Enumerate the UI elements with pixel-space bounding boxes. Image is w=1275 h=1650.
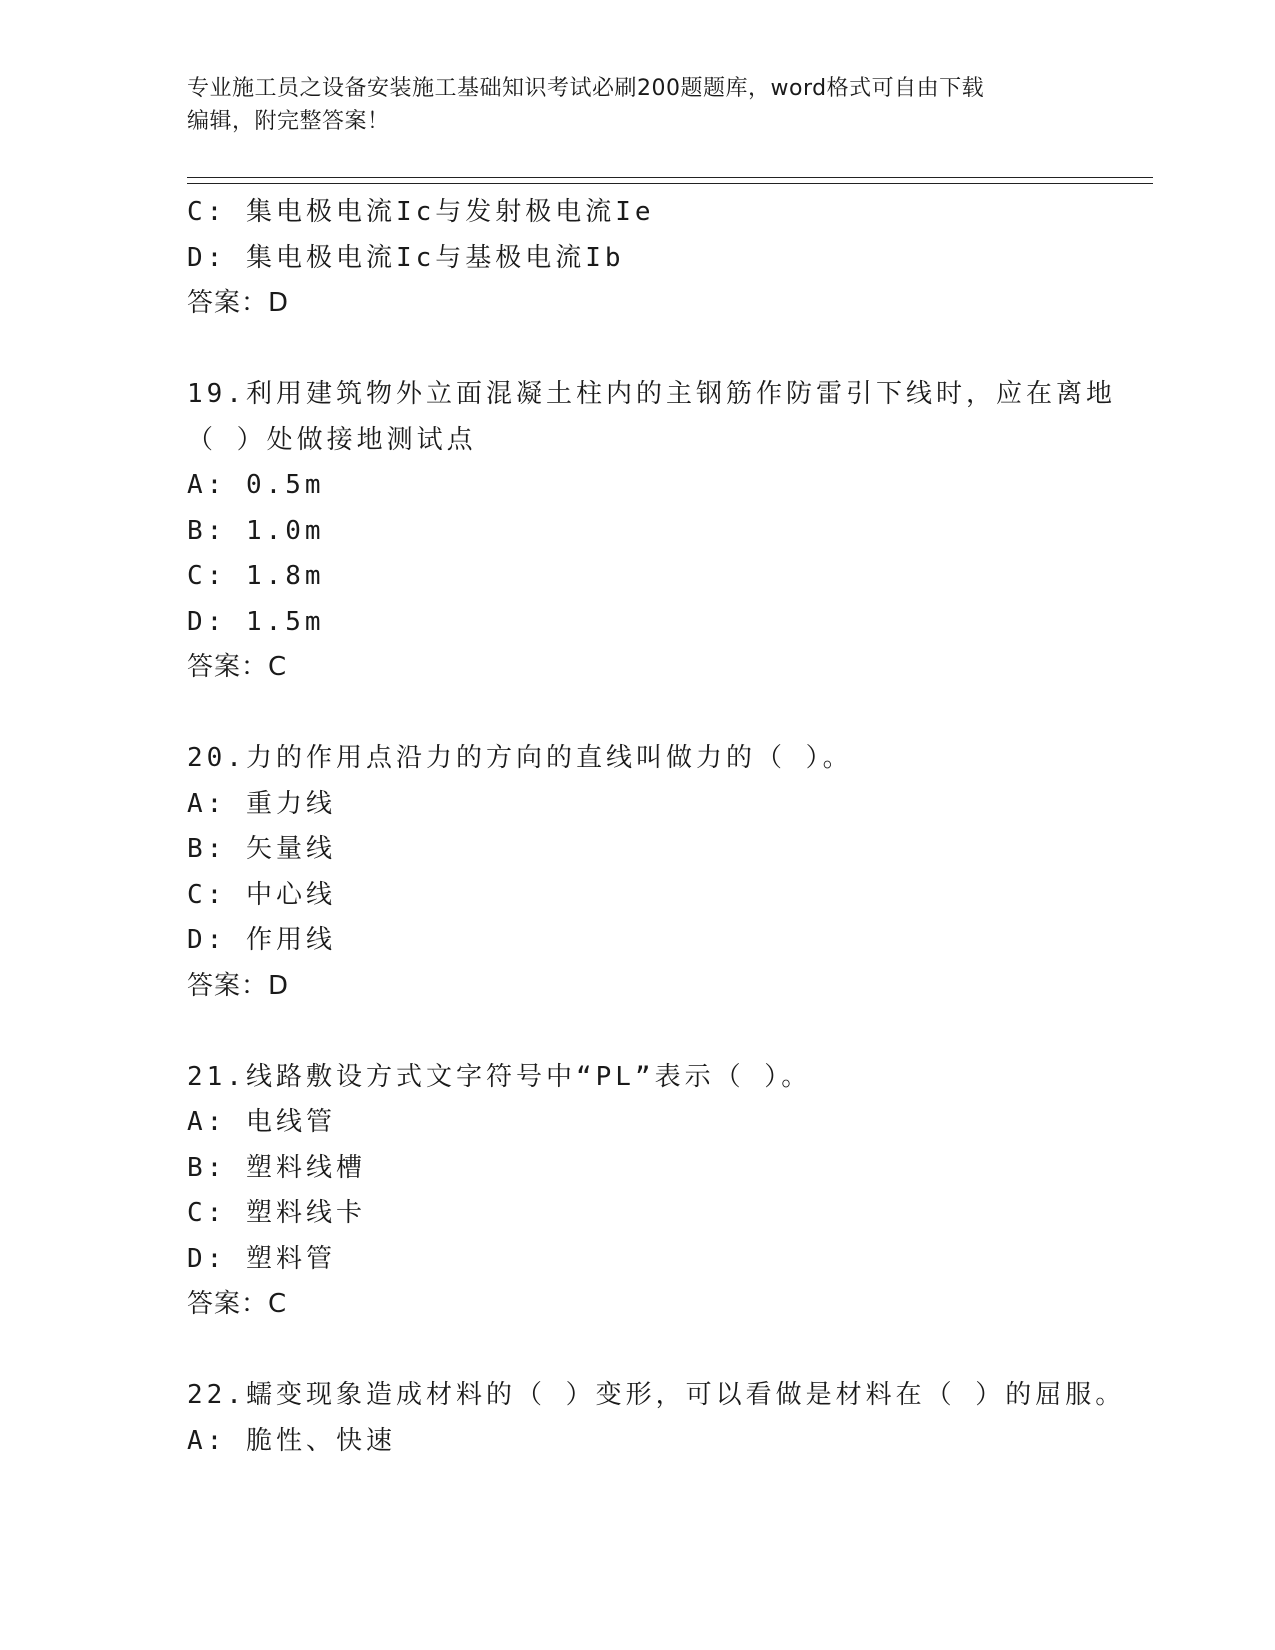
- header-line-2: 编辑，附完整答案！: [187, 109, 390, 134]
- option-c: C: 1.8m: [187, 561, 325, 591]
- question-stem: 22.蠕变现象造成材料的（ ）变形，可以看做是材料在（ ）的屈服。: [187, 1380, 1126, 1410]
- question-22: [187, 1373, 1126, 1464]
- question-19: [187, 372, 1116, 691]
- option-b: B: 1.0m: [187, 515, 325, 546]
- option-d: D: 塑料管: [187, 1243, 336, 1274]
- option-b: B: 矢量线: [187, 834, 336, 864]
- option-c: C: 塑料线卡: [187, 1198, 366, 1228]
- option-d: D: 集电极电流Ic与基极电流Ib: [187, 242, 625, 273]
- option-a: A: 电线管: [187, 1107, 336, 1137]
- document-header: [187, 72, 1067, 138]
- header-divider-bottom: [187, 183, 1153, 184]
- answer-line: 答案：D: [187, 970, 290, 1001]
- option-a: A: 重力线: [187, 788, 336, 819]
- option-d: D: 作用线: [187, 925, 336, 955]
- answer-line: 答案：C: [187, 652, 288, 682]
- question-stem: 19.利用建筑物外立面混凝土柱内的主钢筋作防雷引下线时，应在离地: [187, 379, 1116, 409]
- answer-line: 答案：D: [187, 288, 290, 318]
- option-d: D: 1.5m: [187, 606, 325, 637]
- header-divider-top: [187, 177, 1153, 178]
- question-stem: （ ）处做接地测试点: [187, 424, 477, 455]
- question-list: [187, 190, 1126, 1464]
- question-20: [187, 736, 1087, 1009]
- question-21: [187, 1055, 1087, 1328]
- option-c: C: 集电极电流Ic与发射极电流Ie: [187, 197, 655, 227]
- answer-line: 答案：C: [187, 1289, 288, 1319]
- option-a: A: 脆性、快速: [187, 1425, 396, 1456]
- question-stem: 21.线路敷设方式文字符号中“PL”表示（ ）。: [187, 1061, 812, 1092]
- option-c: C: 中心线: [187, 879, 336, 910]
- option-b: B: 塑料线槽: [187, 1152, 366, 1183]
- question-stem: 20.力的作用点沿力的方向的直线叫做力的（ ）。: [187, 743, 853, 773]
- option-a: A: 0.5m: [187, 470, 325, 500]
- header-line-1: 专业施工员之设备安装施工基础知识考试必刷200题题库，word格式可自由下载: [187, 76, 985, 101]
